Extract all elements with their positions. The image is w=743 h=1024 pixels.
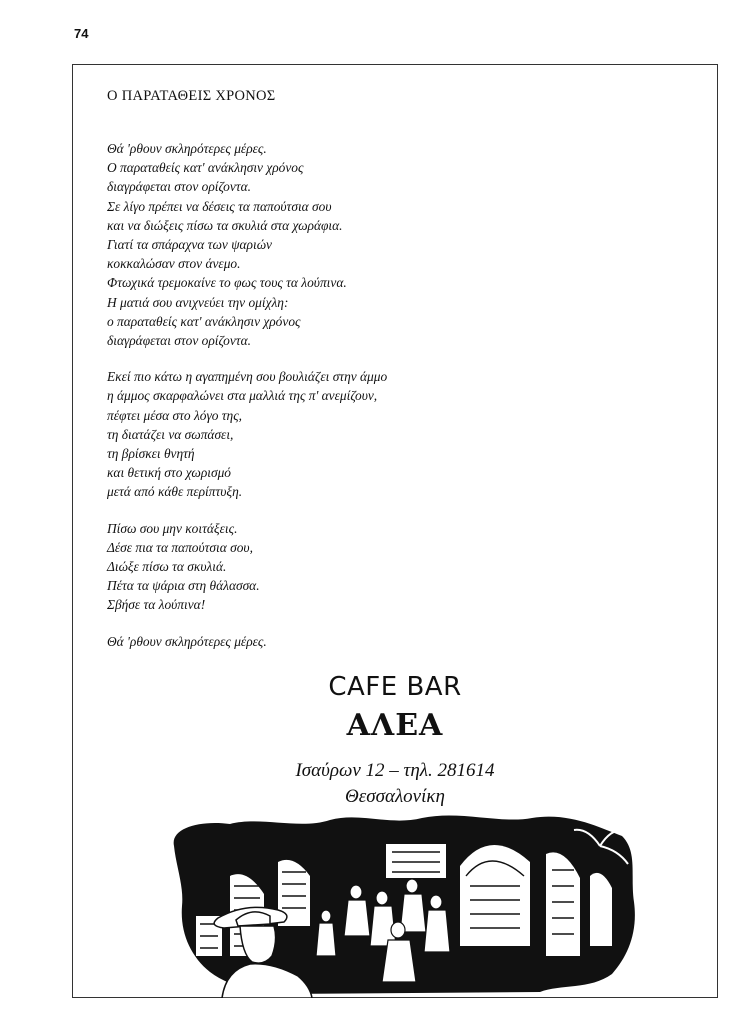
- cafe-street-scene-illustration: [160, 806, 640, 998]
- poem-body: [107, 139, 667, 668]
- poem-stanza-2: [107, 367, 667, 501]
- poem-line: Η ματιά σου ανιχνεύει την ομίχλη:: [107, 294, 289, 310]
- poem-line: Πίσω σου μην κοιτάξεις.: [107, 520, 238, 536]
- poem-line: ο παραταθείς κατ' ανάκλησιν χρόνος: [107, 313, 301, 329]
- poem-line: η άμμος σκαρφαλώνει στα μαλλιά της π' ανεμίζουν,: [107, 388, 378, 404]
- poem-line: διαγράφεται στον ορίζοντα.: [107, 333, 251, 349]
- poem-stanza-4: [107, 632, 667, 651]
- poem-line: Γιατί τα σπάραχνα των ψαριών: [107, 237, 272, 253]
- page-number: 74: [74, 26, 89, 41]
- poem-title: Ο ΠΑΡΑΤΑΘΕΙΣ ΧΡΟΝΟΣ: [107, 88, 276, 104]
- ad-city: Θεσσαλονίκη: [345, 786, 445, 807]
- poem-stanza-1: [107, 139, 667, 350]
- ad-address: Ισαύρων 12 – τηλ. 281614: [295, 760, 495, 781]
- poem-line: Εκεί πιο κάτω η αγαπημένη σου βουλιάζει στην άμμο: [107, 369, 388, 385]
- poem-line: Φτωχικά τρεμοκαίνε το φως τους τα λούπινα.: [107, 275, 347, 291]
- ad-business-name: ΑΛΕΑ: [346, 708, 444, 743]
- poem-line: Ο παραταθείς κατ' ανάκλησιν χρόνος: [107, 160, 304, 176]
- poem-line: πέφτει μέσα στο λόγο της,: [107, 407, 242, 423]
- ad-cafe-bar-label: CAFE BAR: [328, 672, 462, 702]
- poem-line: Θά 'ρθουν σκληρότερες μέρες.: [107, 141, 267, 156]
- poem-line: Πέτα τα ψάρια στη θάλασσα.: [107, 578, 260, 594]
- poem-line: τη βρίσκει θνητή: [107, 446, 195, 462]
- poem-line: Θά 'ρθουν σκληρότερες μέρες.: [107, 633, 267, 649]
- poem-line: και να διώξεις πίσω τα σκυλιά στα χωράφια.: [107, 217, 343, 233]
- poem-line: τη διατάζει να σωπάσει,: [107, 426, 234, 442]
- poem-line: κοκκαλώσαν στον άνεμο.: [107, 256, 241, 272]
- poem-line: Δέσε πια τα παπούτσια σου,: [107, 539, 253, 555]
- poem-line: και θετική στο χωρισμό: [107, 465, 231, 481]
- poem-line: διαγράφεται στον ορίζοντα.: [107, 179, 251, 195]
- poem-stanza-3: [107, 519, 667, 615]
- poem-line: μετά από κάθε περίπτυξη.: [107, 484, 243, 500]
- poem-line: Σε λίγο πρέπει να δέσεις τα παπούτσια σου: [107, 198, 332, 214]
- poem-line: Διώξε πίσω τα σκυλιά.: [107, 559, 227, 575]
- poem-line: Σβήσε τα λούπινα!: [107, 597, 206, 613]
